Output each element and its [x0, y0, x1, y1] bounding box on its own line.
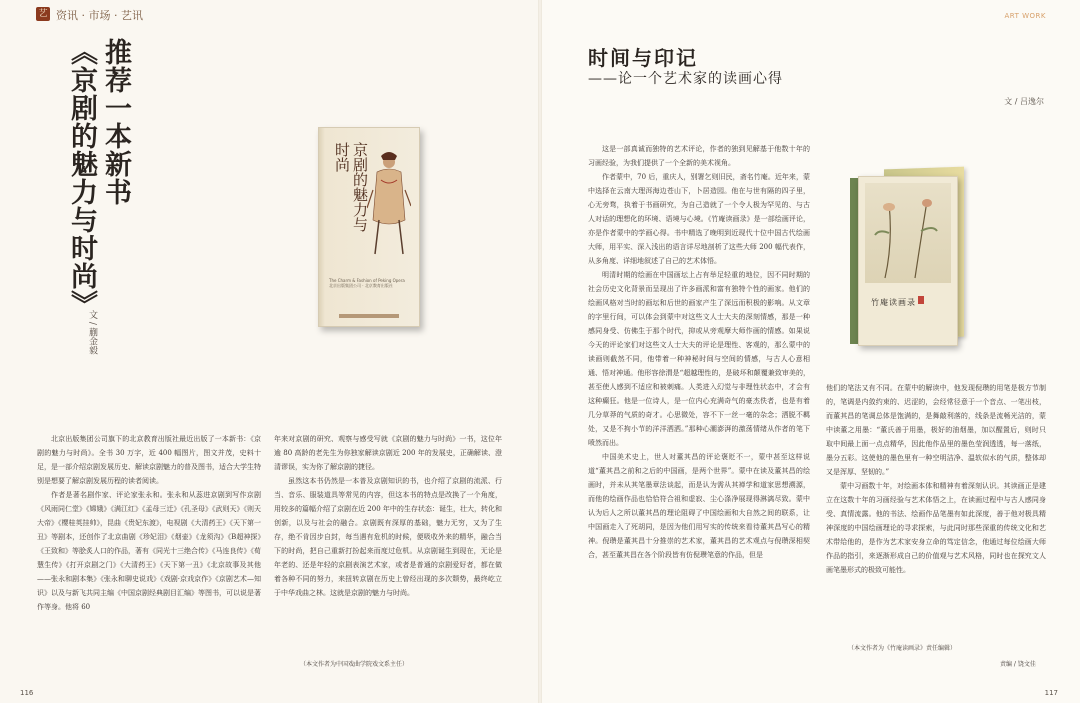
flower-painting-icon: [865, 183, 951, 283]
paragraph: 这是一部真诚而独特的艺术评论，作者的独到见解基于他数十年的习画经验，为我们提供了一个全新的美术视角。: [588, 145, 810, 167]
paragraph: 明清时期的绘画在中国画坛上占有举足轻重的地位，因不同时期的社会历史文化背景而呈现出了许多画派和富有独特个性的画家。他们的绘画风格对当时的画坛和后世的画家产生了深远而积极的影响。从文章的字里行间，可以体会到蒙中对这些文人士大夫的深刻情感，那是一种感同身受、仿佛生于那个时代，抑或从旁观摩大师作画的情感。如果说今天的评论家们对这些文人士大夫的评论是理性、客观的，那么蒙中的读画则截然不同，他带着一种神秘时间与空间的情感，与古人心意相通、悟对神通。他形容徐渭是“超越理性的，是破坏和颠覆兼致审美的，甚至使人感到不适应和被刺痛。人类进入幻觉与非理性状态中，才会有这种癫狂。他是一位诗人，是一位内心充满奇气的豪杰佚者，也是有着几分草莽的气质的奇才。心思微处，容不下一丝一毫的杂念；洒脱不羁处，又是不拘小节的洋洋洒洒。”那种心潮澎湃的激荡情绪从作者的笔下喷然而出。: [588, 271, 810, 447]
body-column-c: [588, 142, 810, 562]
right-article-title: 时间与印记: [588, 46, 698, 70]
right-article-subtitle: ——论一个艺术家的读画心得: [588, 71, 783, 87]
body-column-b: [274, 432, 502, 600]
paragraph: 北京出版集团公司旗下的北京教育出版社最近出版了一本新书：《京剧的魅力与时尚》。全书 30 万字，近 400 幅图片，图文并茂，史料十足，是一部介绍京剧发展历史、解读京剧魅力的普及图书，适合大学生特别是想要了解京剧发展历程的读者阅读。: [37, 435, 261, 485]
left-byline: 文 / 蒯金毅: [87, 310, 97, 355]
opera-figure-icon: [367, 150, 411, 260]
editor-note: （本文作者为《竹庵读画录》责任编辑）: [848, 645, 957, 652]
article-title-line1: 推荐一本新书: [100, 38, 131, 206]
paragraph: 蒙中习画数十年，对绘画本体和精神有着深刻认识。其读画正是建立在这数十年的习画经验与艺术体悟之上，在读画过程中与古人感同身受、真情流露。他的书法、绘画作品笔墨有如此深度，善于他对极具精神深度的中国绘画理论的寻求探索，与此同时那些深重的传统文化和艺术带给他的，是作为艺术家安身立命的笃定信念，他通过每位绘画大师作品的指引，来逐渐形成自己的价值观与艺术风格，同时也在探究文人画笔墨形式的极致可能性。: [826, 482, 1046, 574]
paragraph: 作者蒙中，70 后，重庆人，别署乞则旧民，斋名竹庵。近年来，蒙中选择在云南大理洱海边苍山下，卜居造园。他在与世有隔的四子里，心无旁骛，执着于书画研究，为自己造就了一个令人极为罕见的、与古人对话的理想化的环境、语境与心境。《竹庵读画录》是一部绘画评论，亦是作者蒙中的学画心得。书中精选了晚明到近现代十位中国古代绘画大师，用平实、深入浅出的语言详尽地剖析了这些大师 200 幅代表作，从多角度、详细地叙述了自己的艺术体悟。: [588, 173, 810, 265]
section-header: 资讯 · 市场 · 艺讯: [56, 9, 143, 22]
catalog-cover-image: [858, 176, 958, 346]
author-note: （本文作者为中国戏曲学院戏文系主任）: [300, 661, 409, 668]
catalog-title: 竹庵读画录: [871, 298, 916, 307]
page-gutter: [538, 0, 542, 703]
paragraph: 中国美术史上，世人对董其昌的评论褒贬不一，蒙中甚至这样说道“董其昌之前和之后的中国画，是两个世界”。蒙中在读及董其昌的绘画时，并未从其笔墨章法谈起，而是认为需从其禅学和道家思想溯源，而他的绘画作品也恰恰符合祖和虚寂、尘心涤净展现得淋漓尽致。蒙中认为后人之所以董其昌的理论阻碍了中国绘画和大自然之间的联系，让中国画走入了死胡同，是因为他们用写实的传统来看待董其昌写心的精神。倪瓒是董其昌十分推崇的艺术家，董其昌的艺术观点与倪瓒深相契合，甚至董其昌在各个阶段皆有仿倪瓒笔意的作品，但是: [588, 453, 810, 559]
paragraph: 年来对京剧的研究、观察与感受写就《京剧的魅力与时尚》一书，这位年逾 80 高龄的老先生为你独家解读京剧近 200 年的发展史，正确解读、澄清谬误，实为你了解京剧的捷径。: [274, 435, 502, 471]
paragraph: 他们的笔法又有不同。在蒙中的解读中，他发现倪瓒的用笔是极方节制的，笔调是内敛约束的、迟涩的，会经常径意于一个音点、一笔出枝，而董其昌的笔调总体是饱满的，是舞敲利落的，线条是流畅光洁的，蒙中读董之用墨：“董氏善于用墨，极好的油烟墨，加以醒置后，则时只取中间最上面一点点精华，因此他作品里的墨色莹润透透，每一落纸，墨分五彩。这使他的墨色里有一种空明洁净、温软似水的气质，整体却又是浑厚、坚韧的。”: [826, 384, 1046, 476]
body-column-d: [826, 381, 1046, 577]
book-cover-title: 京剧的魅力与时尚: [333, 142, 369, 232]
page-number-right: 117: [1044, 689, 1058, 697]
article-title-line2: 《京剧的魅力与时尚》: [66, 38, 97, 318]
magazine-logo-icon: 艺: [36, 7, 50, 21]
book-cover-image: [318, 127, 420, 327]
paragraph: 作者是著名剧作家、评论家张永和。张永和从蕊进京剧到写作京剧《风雨同仁堂》《嫦娥》《满江红》《孟母三迁》《孔圣母》《武则天》《则天大帝》《樱桂英挂帅》，昆曲《贵妃东渡》，电视剧《大清药王》《天下第一丑》等剧本，还创作了北京曲剧《珍妃泪》《烟壶》《龙须沟》《B超神探》《王致和》等脍炙人口的作品，著有《同光十三绝合传》《马连良传》《荀慧生传》《打开京剧之门》《大清药王》《天下第一丑》《北京故事及其他——张永和剧本集》《张永和聊史说戏》《戏剧·京戏京作》《京剧艺术—知识》以及与新飞共同主编《中国京剧经典剧目汇编》等图书，可以说是著作等身。他将 60: [37, 491, 261, 611]
section-label-right: ART WORK: [1004, 12, 1046, 20]
paragraph: 虽然这本书仍然是一本普及京剧知识的书，也介绍了京剧的流派、行当、音乐、服装道具等常见的内容，但这本书的特点是改换了一个角度，用较多的篇幅介绍了京剧在近 200 年中的生存状态：诞生，壮大，转化和创新，以及与社会的融合。京剧既有深厚的基础，魅力无穷，又为了生存，绝不肯因步自封，每当遇有危机的时候，便吸收外来的精华，融合当下的时尚，把自己重新打扮起来而度过危机。从京剧诞生到现在，无论是年老的、还是年轻的京剧表演艺术家，或者是普通的京剧爱好者，都在做着各种不同的努力，来扭转京剧在历史上曾经出现的多次颓势，最终屹立于中华戏曲之林。这就是京剧的魅力与时尚。: [274, 477, 502, 597]
right-byline: 文 / 吕逸尔: [1004, 97, 1044, 106]
publisher-mark: [339, 314, 399, 318]
catalog-seal-icon: [918, 296, 924, 304]
page-number-left: 116: [20, 689, 34, 697]
painting-illustration: [865, 183, 951, 283]
book-cover-subtitle: The Charm & Fashion of Peking Opera 北京出版集团公司 · 北京教育出版社: [329, 278, 405, 288]
catalog-spine: [850, 178, 858, 344]
editor-signature: 责编 / 饶文佳: [1000, 661, 1036, 668]
body-column-a: [37, 432, 261, 614]
